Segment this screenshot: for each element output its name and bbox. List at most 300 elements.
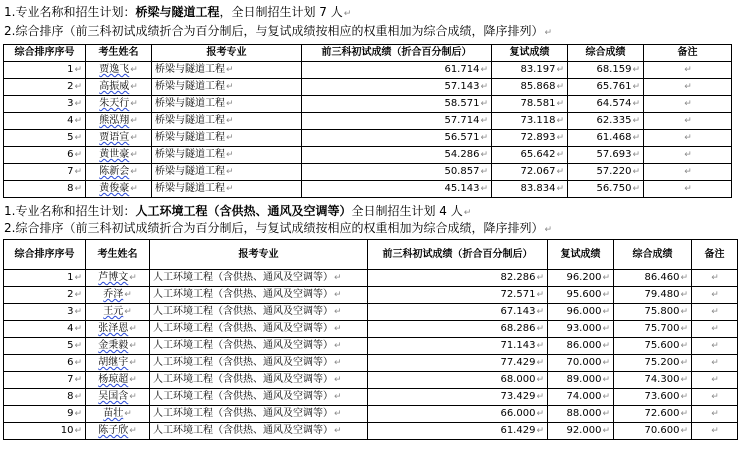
cell-name-text: 贾语宣 xyxy=(99,132,130,143)
table-row xyxy=(4,321,738,338)
section2-heading-prefix: 1.专业名称和招生计划： xyxy=(4,204,136,218)
cell-total-score-text: 86.460 xyxy=(644,272,680,283)
cell-rank xyxy=(4,113,86,130)
paragraph-mark-icon: ↵ xyxy=(124,290,132,300)
cell-note xyxy=(644,164,732,181)
paragraph-mark-icon: ↵ xyxy=(556,133,564,143)
paragraph-mark-icon: ↵ xyxy=(536,392,544,402)
paragraph-mark-icon: ↵ xyxy=(226,133,234,143)
cell-prelim-score-text: 50.857 xyxy=(444,166,480,177)
cell-rank xyxy=(4,270,86,287)
cell-name-text: 王元 xyxy=(103,306,124,317)
cell-total-score-text: 65.761 xyxy=(596,81,632,92)
cell-total-score xyxy=(614,406,692,423)
section1-heading-suffix: ，全日制招生计划 7 人 xyxy=(219,5,343,19)
paragraph-mark-icon: ↵ xyxy=(130,82,138,92)
cell-prelim-score xyxy=(368,389,548,406)
cell-name xyxy=(86,62,152,79)
cell-name-text: 黄俊豪 xyxy=(99,183,130,194)
paragraph-mark-icon: ↵ xyxy=(74,409,82,419)
cell-name xyxy=(86,304,150,321)
cell-name-text: 苗壮 xyxy=(103,408,124,419)
cell-total-score-text: 68.159 xyxy=(596,64,632,75)
paragraph-mark-icon: ↵ xyxy=(684,167,692,177)
paragraph-mark-icon: ↵ xyxy=(680,409,688,419)
paragraph-mark-icon: ↵ xyxy=(130,65,138,75)
cell-total-score xyxy=(568,96,644,113)
table-row xyxy=(4,287,738,304)
cell-name xyxy=(86,287,150,304)
paragraph-mark-icon: ↵ xyxy=(684,150,692,160)
cell-retest-score xyxy=(492,147,568,164)
cell-retest-score xyxy=(548,338,614,355)
cell-prelim-score xyxy=(302,164,492,181)
cell-major xyxy=(150,270,368,287)
cell-rank-text: 10 xyxy=(60,425,74,436)
section2-sort-note-text: 2.综合排序（前三科初试成绩折合为百分制后，与复试成绩按相应的权重相加为综合成绩，降序排列） xyxy=(4,221,544,235)
section1-ranking-table xyxy=(3,44,732,198)
cell-prelim-score xyxy=(302,96,492,113)
header-note: 备注 xyxy=(644,45,732,62)
cell-name xyxy=(86,389,150,406)
paragraph-mark-icon: ↵ xyxy=(711,273,719,283)
cell-total-score xyxy=(568,147,644,164)
cell-rank xyxy=(4,130,86,147)
paragraph-mark-icon: ↵ xyxy=(334,307,342,317)
paragraph-mark-icon: ↵ xyxy=(480,82,488,92)
paragraph-mark-icon: ↵ xyxy=(129,426,137,436)
paragraph-mark-icon: ↵ xyxy=(632,99,640,109)
paragraph-mark-icon: ↵ xyxy=(680,290,688,300)
cell-total-score-text: 75.600 xyxy=(644,340,680,351)
paragraph-mark-icon: ↵ xyxy=(334,409,342,419)
cell-prelim-score-text: 45.143 xyxy=(444,183,480,194)
cell-retest-score xyxy=(492,96,568,113)
cell-rank-text: 4 xyxy=(67,115,74,126)
cell-prelim-score-text: 61.429 xyxy=(500,425,536,436)
cell-rank xyxy=(4,355,86,372)
cell-retest-score xyxy=(548,372,614,389)
cell-prelim-score xyxy=(368,406,548,423)
cell-major-text: 桥梁与隧道工程 xyxy=(155,98,225,109)
cell-total-score-text: 74.300 xyxy=(644,374,680,385)
cell-prelim-score-text: 56.571 xyxy=(444,132,480,143)
cell-major xyxy=(152,181,302,198)
cell-major xyxy=(152,96,302,113)
cell-name xyxy=(86,406,150,423)
cell-retest-score xyxy=(492,79,568,96)
paragraph-mark-icon: ↵ xyxy=(480,150,488,160)
paragraph-mark-icon: ↵ xyxy=(129,392,137,402)
paragraph-mark-icon: ↵ xyxy=(463,208,472,218)
cell-total-score xyxy=(568,79,644,96)
paragraph-mark-icon: ↵ xyxy=(536,273,544,283)
paragraph-mark-icon: ↵ xyxy=(74,82,82,92)
cell-prelim-score xyxy=(368,287,548,304)
paragraph-mark-icon: ↵ xyxy=(556,82,564,92)
cell-name-text: 陈子欣 xyxy=(98,425,129,436)
cell-name xyxy=(86,79,152,96)
cell-major xyxy=(152,130,302,147)
section2-sort-note xyxy=(4,221,552,238)
cell-major xyxy=(150,406,368,423)
cell-note xyxy=(644,130,732,147)
cell-major-text: 人工环境工程（含供热、通风及空调等） xyxy=(153,340,333,351)
paragraph-mark-icon: ↵ xyxy=(602,290,610,300)
cell-prelim-score xyxy=(368,321,548,338)
header-name: 考生姓名 xyxy=(86,45,152,62)
cell-prelim-score-text: 71.143 xyxy=(500,340,536,351)
cell-total-score xyxy=(568,62,644,79)
cell-major xyxy=(152,79,302,96)
cell-rank-text: 3 xyxy=(67,306,74,317)
paragraph-mark-icon: ↵ xyxy=(602,273,610,283)
section2-heading-suffix: 全日制招生计划 4 人 xyxy=(351,204,463,218)
cell-note xyxy=(692,338,738,355)
paragraph-mark-icon: ↵ xyxy=(74,426,82,436)
cell-total-score-text: 64.574 xyxy=(596,98,632,109)
cell-retest-score-text: 86.000 xyxy=(566,340,602,351)
cell-rank xyxy=(4,389,86,406)
cell-major-text: 桥梁与隧道工程 xyxy=(155,64,225,75)
paragraph-mark-icon: ↵ xyxy=(226,184,234,194)
cell-prelim-score xyxy=(302,181,492,198)
cell-rank xyxy=(4,164,86,181)
table-row xyxy=(4,372,738,389)
cell-note xyxy=(692,304,738,321)
paragraph-mark-icon: ↵ xyxy=(536,375,544,385)
table-row xyxy=(4,423,738,440)
cell-rank-text: 2 xyxy=(67,81,74,92)
header-total-score: 综合成绩 xyxy=(614,240,692,270)
cell-rank-text: 5 xyxy=(67,132,74,143)
table-row xyxy=(4,164,732,181)
cell-note xyxy=(692,423,738,440)
paragraph-mark-icon: ↵ xyxy=(680,426,688,436)
cell-rank xyxy=(4,62,86,79)
cell-total-score xyxy=(614,304,692,321)
paragraph-mark-icon: ↵ xyxy=(680,358,688,368)
paragraph-mark-icon: ↵ xyxy=(226,65,234,75)
cell-rank xyxy=(4,96,86,113)
cell-total-score xyxy=(614,389,692,406)
paragraph-mark-icon: ↵ xyxy=(556,167,564,177)
paragraph-mark-icon: ↵ xyxy=(711,341,719,351)
paragraph-mark-icon: ↵ xyxy=(74,290,82,300)
paragraph-mark-icon: ↵ xyxy=(602,375,610,385)
cell-rank-text: 8 xyxy=(67,183,74,194)
cell-note xyxy=(644,62,732,79)
paragraph-mark-icon: ↵ xyxy=(536,426,544,436)
paragraph-mark-icon: ↵ xyxy=(684,116,692,126)
paragraph-mark-icon: ↵ xyxy=(684,133,692,143)
cell-rank-text: 6 xyxy=(67,357,74,368)
table-row xyxy=(4,79,732,96)
paragraph-mark-icon: ↵ xyxy=(602,409,610,419)
paragraph-mark-icon: ↵ xyxy=(680,273,688,283)
cell-note xyxy=(692,270,738,287)
cell-rank-text: 1 xyxy=(67,272,74,283)
cell-rank xyxy=(4,321,86,338)
paragraph-mark-icon: ↵ xyxy=(632,65,640,75)
table-row xyxy=(4,355,738,372)
paragraph-mark-icon: ↵ xyxy=(536,409,544,419)
cell-name-text: 陈新会 xyxy=(99,166,130,177)
cell-prelim-score-text: 68.286 xyxy=(500,323,536,334)
cell-total-score xyxy=(614,270,692,287)
paragraph-mark-icon: ↵ xyxy=(334,358,342,368)
cell-retest-score xyxy=(548,304,614,321)
cell-name xyxy=(86,96,152,113)
cell-rank-text: 8 xyxy=(67,391,74,402)
cell-major xyxy=(150,338,368,355)
paragraph-mark-icon: ↵ xyxy=(130,116,138,126)
paragraph-mark-icon: ↵ xyxy=(680,341,688,351)
cell-prelim-score-text: 67.143 xyxy=(500,306,536,317)
cell-name xyxy=(86,321,150,338)
cell-prelim-score xyxy=(368,372,548,389)
header-total-score: 综合成绩 xyxy=(568,45,644,62)
cell-retest-score-text: 93.000 xyxy=(566,323,602,334)
cell-note xyxy=(644,96,732,113)
cell-major-text: 人工环境工程（含供热、通风及空调等） xyxy=(153,425,333,436)
paragraph-mark-icon: ↵ xyxy=(74,324,82,334)
table-row xyxy=(4,338,738,355)
section1-sort-note-text: 2.综合排序（前三科初试成绩折合为百分制后，与复试成绩按相应的权重相加为综合成绩，降序排列） xyxy=(4,24,544,38)
table-row xyxy=(4,389,738,406)
paragraph-mark-icon: ↵ xyxy=(334,290,342,300)
cell-note xyxy=(644,79,732,96)
cell-retest-score-text: 96.000 xyxy=(566,306,602,317)
cell-total-score xyxy=(568,181,644,198)
paragraph-mark-icon: ↵ xyxy=(632,133,640,143)
cell-prelim-score-text: 73.429 xyxy=(500,391,536,402)
cell-prelim-score-text: 57.143 xyxy=(444,81,480,92)
cell-prelim-score-text: 68.000 xyxy=(500,374,536,385)
cell-name-text: 吴国含 xyxy=(98,391,129,402)
cell-prelim-score xyxy=(368,338,548,355)
paragraph-mark-icon: ↵ xyxy=(632,150,640,160)
paragraph-mark-icon: ↵ xyxy=(74,358,82,368)
header-retest-score: 复试成绩 xyxy=(548,240,614,270)
cell-retest-score xyxy=(492,130,568,147)
cell-name-text: 乔泽 xyxy=(103,289,124,300)
cell-retest-score xyxy=(548,423,614,440)
paragraph-mark-icon: ↵ xyxy=(711,392,719,402)
cell-prelim-score-text: 58.571 xyxy=(444,98,480,109)
cell-major xyxy=(152,147,302,164)
table-row xyxy=(4,130,732,147)
cell-major-text: 人工环境工程（含供热、通风及空调等） xyxy=(153,357,333,368)
paragraph-mark-icon: ↵ xyxy=(480,99,488,109)
cell-name xyxy=(86,355,150,372)
cell-major-text: 桥梁与隧道工程 xyxy=(155,81,225,92)
cell-major-text: 人工环境工程（含供热、通风及空调等） xyxy=(153,408,333,419)
paragraph-mark-icon: ↵ xyxy=(334,273,342,283)
cell-retest-score xyxy=(548,321,614,338)
paragraph-mark-icon: ↵ xyxy=(602,358,610,368)
cell-retest-score-text: 83.197 xyxy=(520,64,556,75)
cell-rank-text: 5 xyxy=(67,340,74,351)
paragraph-mark-icon: ↵ xyxy=(74,65,82,75)
paragraph-mark-icon: ↵ xyxy=(334,392,342,402)
cell-rank xyxy=(4,147,86,164)
section1-sort-note xyxy=(4,24,552,41)
paragraph-mark-icon: ↵ xyxy=(680,307,688,317)
cell-note xyxy=(692,355,738,372)
cell-major xyxy=(150,389,368,406)
paragraph-mark-icon: ↵ xyxy=(480,65,488,75)
section2-ranking-table xyxy=(3,239,738,440)
paragraph-mark-icon: ↵ xyxy=(602,341,610,351)
cell-name-text: 杨琼超 xyxy=(98,374,129,385)
cell-major-text: 桥梁与隧道工程 xyxy=(155,115,225,126)
paragraph-mark-icon: ↵ xyxy=(684,82,692,92)
cell-major-text: 人工环境工程（含供热、通风及空调等） xyxy=(153,323,333,334)
header-major: 报考专业 xyxy=(152,45,302,62)
cell-note xyxy=(692,321,738,338)
cell-retest-score-text: 88.000 xyxy=(566,408,602,419)
paragraph-mark-icon: ↵ xyxy=(684,99,692,109)
cell-total-score xyxy=(614,321,692,338)
cell-name-text: 胡继宇 xyxy=(98,357,129,368)
paragraph-mark-icon: ↵ xyxy=(124,409,132,419)
paragraph-mark-icon: ↵ xyxy=(536,341,544,351)
paragraph-mark-icon: ↵ xyxy=(711,324,719,334)
paragraph-mark-icon: ↵ xyxy=(74,341,82,351)
cell-major-text: 人工环境工程（含供热、通风及空调等） xyxy=(153,272,333,283)
header-note: 备注 xyxy=(692,240,738,270)
cell-note xyxy=(692,406,738,423)
section1-major-name: 桥梁与隧道工程 xyxy=(135,5,220,19)
paragraph-mark-icon: ↵ xyxy=(632,82,640,92)
header-rank: 综合排序序号 xyxy=(4,240,86,270)
cell-name xyxy=(86,372,150,389)
section2-major-name: 人工环境工程（含供热、通风及空调等） xyxy=(135,204,352,218)
paragraph-mark-icon: ↵ xyxy=(74,307,82,317)
paragraph-mark-icon: ↵ xyxy=(556,65,564,75)
cell-major xyxy=(152,164,302,181)
section1-heading xyxy=(4,5,351,22)
cell-total-score-text: 70.600 xyxy=(644,425,680,436)
cell-rank-text: 4 xyxy=(67,323,74,334)
paragraph-mark-icon: ↵ xyxy=(680,375,688,385)
cell-retest-score-text: 83.834 xyxy=(520,183,556,194)
paragraph-mark-icon: ↵ xyxy=(684,65,692,75)
cell-note xyxy=(692,389,738,406)
paragraph-mark-icon: ↵ xyxy=(334,341,342,351)
table-header-row xyxy=(4,45,732,62)
cell-total-score-text: 61.468 xyxy=(596,132,632,143)
paragraph-mark-icon: ↵ xyxy=(226,167,234,177)
header-name: 考生姓名 xyxy=(86,240,150,270)
cell-total-score xyxy=(568,164,644,181)
cell-prelim-score-text: 66.000 xyxy=(500,408,536,419)
cell-total-score-text: 75.800 xyxy=(644,306,680,317)
cell-note xyxy=(644,113,732,130)
paragraph-mark-icon: ↵ xyxy=(74,150,82,160)
paragraph-mark-icon: ↵ xyxy=(711,409,719,419)
cell-rank xyxy=(4,406,86,423)
cell-retest-score-text: 78.581 xyxy=(520,98,556,109)
paragraph-mark-icon: ↵ xyxy=(130,99,138,109)
cell-prelim-score xyxy=(302,130,492,147)
cell-prelim-score-text: 82.286 xyxy=(500,272,536,283)
cell-name xyxy=(86,181,152,198)
cell-total-score xyxy=(614,423,692,440)
paragraph-mark-icon: ↵ xyxy=(334,375,342,385)
cell-prelim-score-text: 77.429 xyxy=(500,357,536,368)
cell-rank-text: 7 xyxy=(67,374,74,385)
paragraph-mark-icon: ↵ xyxy=(74,116,82,126)
paragraph-mark-icon: ↵ xyxy=(711,375,719,385)
cell-name-text: 高振威 xyxy=(99,81,130,92)
cell-retest-score xyxy=(548,389,614,406)
cell-retest-score-text: 85.868 xyxy=(520,81,556,92)
cell-major xyxy=(152,62,302,79)
paragraph-mark-icon: ↵ xyxy=(480,133,488,143)
cell-rank xyxy=(4,423,86,440)
header-rank: 综合排序序号 xyxy=(4,45,86,62)
paragraph-mark-icon: ↵ xyxy=(334,426,342,436)
cell-rank-text: 2 xyxy=(67,289,74,300)
table-row xyxy=(4,406,738,423)
paragraph-mark-icon: ↵ xyxy=(130,133,138,143)
paragraph-mark-icon: ↵ xyxy=(602,324,610,334)
cell-total-score-text: 72.600 xyxy=(644,408,680,419)
cell-name-text: 张泽恩 xyxy=(98,323,129,334)
paragraph-mark-icon: ↵ xyxy=(711,426,719,436)
cell-total-score-text: 62.335 xyxy=(596,115,632,126)
header-prelim-score: 前三科初试成绩（折合百分制后） xyxy=(368,240,548,270)
cell-prelim-score xyxy=(302,113,492,130)
cell-name xyxy=(86,164,152,181)
cell-retest-score-text: 92.000 xyxy=(566,425,602,436)
cell-major xyxy=(150,287,368,304)
cell-rank-text: 9 xyxy=(67,408,74,419)
paragraph-mark-icon: ↵ xyxy=(680,324,688,334)
table-row xyxy=(4,147,732,164)
cell-name-text: 朱天行 xyxy=(99,98,130,109)
table-row xyxy=(4,181,732,198)
cell-rank-text: 6 xyxy=(67,149,74,160)
cell-retest-score-text: 70.000 xyxy=(566,357,602,368)
cell-retest-score xyxy=(492,164,568,181)
paragraph-mark-icon: ↵ xyxy=(536,324,544,334)
paragraph-mark-icon: ↵ xyxy=(226,116,234,126)
cell-total-score xyxy=(568,113,644,130)
paragraph-mark-icon: ↵ xyxy=(74,99,82,109)
cell-major xyxy=(150,321,368,338)
paragraph-mark-icon: ↵ xyxy=(343,9,352,19)
table-row xyxy=(4,113,732,130)
cell-total-score-text: 75.200 xyxy=(644,357,680,368)
paragraph-mark-icon: ↵ xyxy=(602,392,610,402)
paragraph-mark-icon: ↵ xyxy=(74,392,82,402)
paragraph-mark-icon: ↵ xyxy=(74,184,82,194)
paragraph-mark-icon: ↵ xyxy=(711,290,719,300)
cell-retest-score xyxy=(548,270,614,287)
paragraph-mark-icon: ↵ xyxy=(536,290,544,300)
cell-major-text: 桥梁与隧道工程 xyxy=(155,166,225,177)
cell-name xyxy=(86,338,150,355)
paragraph-mark-icon: ↵ xyxy=(711,358,719,368)
paragraph-mark-icon: ↵ xyxy=(334,324,342,334)
paragraph-mark-icon: ↵ xyxy=(632,184,640,194)
paragraph-mark-icon: ↵ xyxy=(129,273,137,283)
paragraph-mark-icon: ↵ xyxy=(129,375,137,385)
paragraph-mark-icon: ↵ xyxy=(544,225,553,235)
